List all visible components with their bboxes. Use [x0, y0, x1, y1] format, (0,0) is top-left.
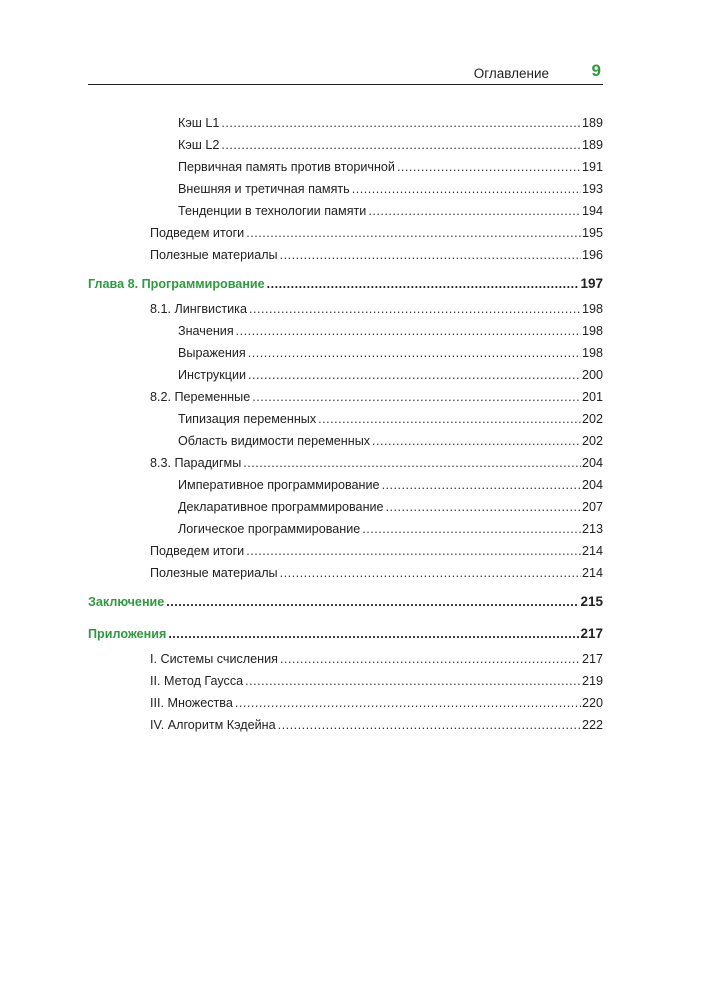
dot-leader [280, 652, 581, 666]
toc-entry [88, 226, 603, 248]
toc-entry-page: 202 [581, 434, 603, 448]
toc-chapter [88, 594, 603, 620]
dot-leader [352, 182, 581, 196]
toc-entry-label: Кэш L2 [178, 138, 220, 152]
toc-entry-page: 200 [581, 368, 603, 382]
dot-leader [278, 718, 581, 732]
dot-leader [221, 116, 581, 130]
toc-entry-label: 8.1. Лингвистика [150, 302, 247, 316]
toc-entry-label: Кэш L1 [178, 116, 220, 130]
toc-entry-page: 194 [581, 204, 603, 218]
toc-entry-page: 196 [581, 248, 603, 262]
toc-entry [88, 434, 603, 456]
toc-chapter [88, 276, 603, 302]
dot-leader [248, 346, 581, 360]
toc-entry-label: Логическое программирование [178, 522, 361, 536]
toc-entry-page: 193 [581, 182, 603, 196]
dot-leader [280, 248, 581, 262]
toc-chapter-label: Глава 8. Программирование [88, 277, 265, 291]
toc-entry-page: 207 [581, 500, 603, 514]
dot-leader [168, 627, 579, 641]
toc-entry-page: 222 [581, 718, 603, 732]
toc-entry [88, 160, 603, 182]
toc-entry [88, 544, 603, 566]
toc-entry [88, 500, 603, 522]
dot-leader [221, 138, 581, 152]
toc-entry-page: 201 [581, 390, 603, 404]
dot-leader [245, 674, 581, 688]
toc-entry [88, 412, 603, 434]
toc-entry-page: 189 [581, 116, 603, 130]
toc-entry-label: Первичная память против вторичной [178, 160, 395, 174]
toc-entry [88, 522, 603, 544]
toc-entry [88, 116, 603, 138]
toc-entry-page: 213 [581, 522, 603, 536]
toc-entry-label: 8.3. Парадигмы [150, 456, 242, 470]
toc-chapter-page: 217 [580, 626, 603, 641]
toc-entry-page: 202 [581, 412, 603, 426]
toc-entry-label: Область видимости переменных [178, 434, 371, 448]
toc-entry [88, 718, 603, 740]
toc-entry [88, 182, 603, 204]
page-number: 9 [591, 61, 601, 80]
toc-entry-label: Тенденции в технологии памяти [178, 204, 367, 218]
toc-entry [88, 346, 603, 368]
toc-entry [88, 478, 603, 500]
toc-entry-label: Полезные материалы [150, 566, 278, 580]
toc-entry [88, 302, 603, 324]
dot-leader [243, 456, 581, 470]
dot-leader [386, 500, 581, 514]
toc-entry-page: 195 [581, 226, 603, 240]
dot-leader [382, 478, 581, 492]
toc-entry [88, 456, 603, 478]
toc-entry [88, 368, 603, 390]
toc-entry-label: Подведем итоги [150, 544, 245, 558]
toc-entry [88, 324, 603, 346]
toc-entry-label: Декларативное программирование [178, 500, 384, 514]
dot-leader [166, 595, 579, 609]
toc-entry-label: 8.2. Переменные [150, 390, 251, 404]
toc-entry-label: II. Метод Гаусса [150, 674, 244, 688]
toc-entry-label: Типизация переменных [178, 412, 317, 426]
toc-entry-page: 214 [581, 544, 603, 558]
toc-chapter-label: Приложения [88, 627, 167, 641]
dot-leader [246, 544, 581, 558]
toc-entry-page: 214 [581, 566, 603, 580]
dot-leader [236, 324, 581, 338]
toc-entry [88, 652, 603, 674]
toc-entry-page: 191 [581, 160, 603, 174]
dot-leader [246, 226, 581, 240]
running-header [88, 58, 603, 85]
toc-entry-page: 220 [581, 696, 603, 710]
toc-entry-label: III. Множества [150, 696, 233, 710]
dot-leader [248, 368, 581, 382]
dot-leader [372, 434, 581, 448]
toc-chapter-page: 197 [580, 276, 603, 291]
dot-leader [368, 204, 581, 218]
toc-entry-page: 217 [581, 652, 603, 666]
toc-entry-page: 198 [581, 302, 603, 316]
running-header-title: Оглавление [473, 66, 549, 81]
toc-entry [88, 566, 603, 588]
toc-entry-label: Императивное программирование [178, 478, 380, 492]
dot-leader [252, 390, 581, 404]
toc-entry [88, 138, 603, 160]
toc-entry-label: Подведем итоги [150, 226, 245, 240]
toc-entry-label: I. Системы счисления [150, 652, 278, 666]
toc-entry-page: 204 [581, 456, 603, 470]
toc-entry [88, 390, 603, 412]
dot-leader [318, 412, 581, 426]
toc-entry-page: 189 [581, 138, 603, 152]
toc-entry-page: 204 [581, 478, 603, 492]
toc-entry-label: Значения [178, 324, 234, 338]
toc-entry-label: Полезные материалы [150, 248, 278, 262]
toc-entry [88, 204, 603, 226]
toc-chapter-label: Заключение [88, 595, 165, 609]
dot-leader [280, 566, 581, 580]
table-of-contents [88, 116, 603, 740]
toc-entry-label: Внешняя и третичная память [178, 182, 350, 196]
toc-entry [88, 674, 603, 696]
dot-leader [267, 277, 580, 291]
toc-entry-page: 219 [581, 674, 603, 688]
toc-chapter [88, 626, 603, 652]
toc-entry [88, 248, 603, 270]
dot-leader [249, 302, 581, 316]
toc-chapter-page: 215 [580, 594, 603, 609]
toc-entry-page: 198 [581, 324, 603, 338]
toc-entry-page: 198 [581, 346, 603, 360]
dot-leader [235, 696, 581, 710]
toc-entry-label: Выражения [178, 346, 246, 360]
toc-entry [88, 696, 603, 718]
dot-leader [362, 522, 581, 536]
dot-leader [397, 160, 581, 174]
toc-entry-label: IV. Алгоритм Кэдейна [150, 718, 276, 732]
toc-entry-label: Инструкции [178, 368, 247, 382]
